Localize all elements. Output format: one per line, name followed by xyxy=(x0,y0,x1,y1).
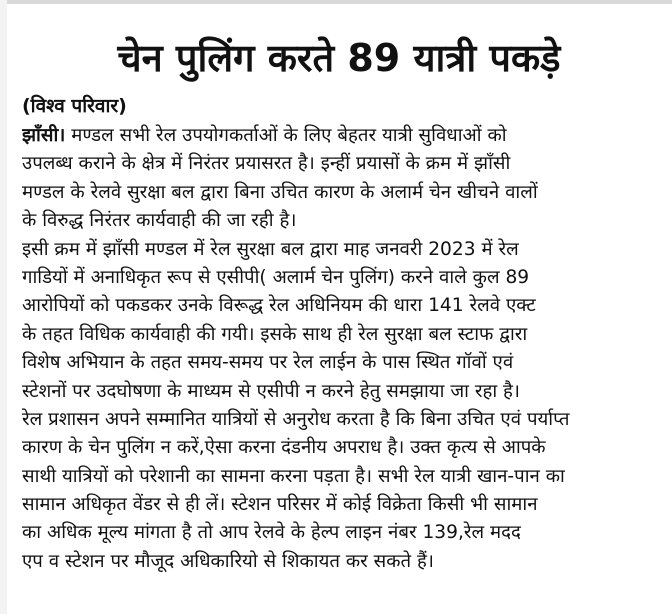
article-line: साथी यात्रियों को परेशानी का सामना करना पड़ता है। सभी रेल यात्री खान-पान का xyxy=(22,465,565,487)
article-line: विशेष अभियान के तहत समय-समय पर रेल लाईन के पास स्थित गॉवों एवं xyxy=(22,352,514,374)
left-border xyxy=(0,0,7,614)
article-line: मण्डल के रेलवे सुरक्षा बल द्वारा बिना उचित कारण के अलार्म चेन खीचने वालों xyxy=(22,181,538,203)
article-line: सामान अधिकृत वेंडर से ही लें। स्टेशन परिसर में कोई विक्रेता किसी भी सामान xyxy=(22,494,538,516)
article-line: इसी क्रम में झाँसी मण्डल में रेल सुरक्षा बल द्वारा माह जनवरी 2023 में रेल xyxy=(22,238,519,260)
article-line: के विरुद्ध निरंतर कार्यवाही की जा रही है। xyxy=(22,210,297,232)
article-line: उपलब्ध कराने के क्षेत्र में निरंतर प्रयासरत है। इन्हीं प्रयासों के क्रम में झाँसी xyxy=(22,153,511,175)
article-body xyxy=(22,122,662,576)
article-line: रेल प्रशासन अपने सम्मानित यात्रियों से अनुरोध करता है कि बिना उचित एवं पर्याप्त xyxy=(22,408,570,430)
article-line: का अधिक मूल्य मांगता है तो आप रेलवे के हेल्प लाइन नंबर 139,रेल मदद xyxy=(22,522,521,544)
article-line: के तहत विधिक कार्यवाही की गयी। इसके साथ ही रेल सुरक्षा बल स्टाफ द्वारा xyxy=(22,323,528,345)
article-line: स्टेशनों पर उदघोषणा के माध्यम से एसीपी न करने हेतु समझाया जा रहा है। xyxy=(22,380,520,402)
byline: (विश्व परिवार) xyxy=(22,95,127,117)
dateline: झाँसी। xyxy=(22,125,66,146)
article-line: कारण के चेन पुलिंग न करें,ऐसा करना दंडनीय अपराध है। उक्त कृत्य से आपके xyxy=(22,437,546,459)
article-line: एप व स्टेशन पर मौजूद अधिकारियो से शिकायत कर सकते हैं। xyxy=(22,550,434,572)
headline: चेन पुलिंग करते 89 यात्री पकड़े xyxy=(117,36,561,80)
article-line-text: मण्डल सभी रेल उपयोगकर्ताओं के लिए बेहतर यात्री सुविधाओं को xyxy=(65,125,507,146)
article-line: गाडियों में अनाधिकृत रूप से एसीपी( अलार्म चेन पुलिंग) करने वाले कुल 89 xyxy=(22,266,530,288)
article-line: आरोपियों को पकडकर उनके विरूद्ध रेल अधिनियम की धारा 141 रेलवे एक्ट xyxy=(22,295,536,317)
article-line xyxy=(22,122,662,150)
top-border xyxy=(0,0,672,4)
